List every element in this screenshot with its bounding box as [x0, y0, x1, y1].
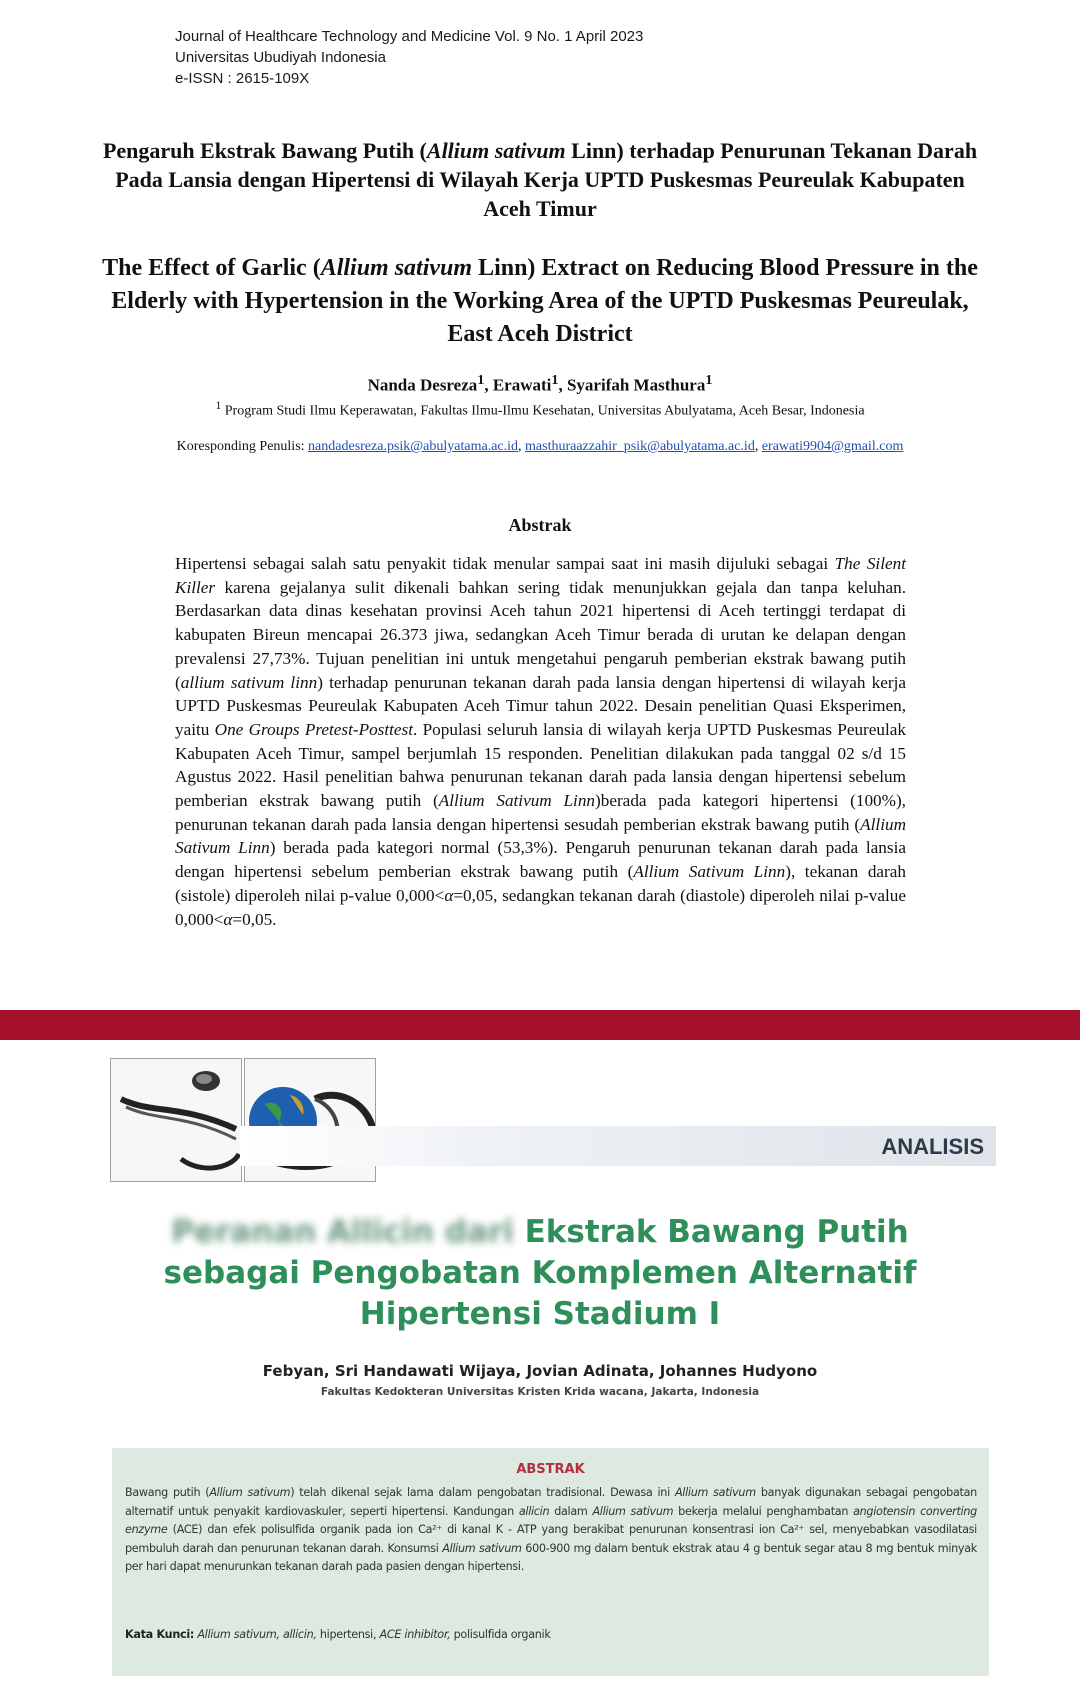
- journal-issn: e-ISSN : 2615-109X: [175, 70, 310, 87]
- page-divider: [0, 1010, 1080, 1040]
- author-list: Febyan, Sri Handawati Wijaya, Jovian Adinata, Johannes Hudyono: [262, 1362, 818, 1380]
- author-name: Erawati: [492, 375, 552, 395]
- email-link[interactable]: erawati9904@gmail.com: [761, 439, 904, 454]
- paper-title-indonesian: Pengaruh Ekstrak Bawang Putih (Allium sativum Linn) terhadap Penurunan Tekanan Darah Pada Lansia dengan Hipertensi di Wilayah Kerja UPTD Puskesmas Peureulak Kabupaten Aceh Timur: [102, 138, 978, 221]
- paper-title-english: The Effect of Garlic (Allium sativum Linn) Extract on Reducing Blood Pressure in the Elderly with Hypertension in the Working Area of the UPTD Puskesmas Peureulak, East Aceh District: [102, 255, 978, 347]
- section-banner: [240, 1126, 996, 1166]
- stethoscope-image: [110, 1058, 242, 1182]
- abstract-body: Bawang putih (Allium sativum) telah dikenal sejak lama dalam pengobatan tradisional. Dewasa ini Allium sativum banyak digunakan sebagai pengobatan alternatif untuk penyakit kardiovaskuler, seperti hipertensi. Kandungan allicin dalam Allium sativum bekerja melalui penghambatan angiotensin converting enzyme (ACE) dan efek polisulfida organik pada ion Ca²⁺ di kanal K - ATP yang berakibat penurunan konsentrasi ion Ca²⁺ sel, menyebabkan vasodilatasi pembuluh darah dan penurunan tekanan darah. Konsumsi Allium sativum 600-900 mg dalam bentuk ekstrak atau 4 g bentuk segar atau 8 mg bentuk minyak per hari dapat menurunkan tekanan darah pada pasien dengan hipertensi.: [125, 1486, 977, 1573]
- email-link[interactable]: nandadesreza.psik@abulyatama.ac.id: [308, 439, 519, 454]
- author-name: Syarifah Masthura: [566, 375, 706, 395]
- email-link[interactable]: masthuraazzahir_psik@abulyatama.ac.id: [525, 439, 755, 454]
- paper-page-2: [0, 1040, 1080, 1700]
- section-label: ANALISIS: [881, 1134, 984, 1159]
- journal-name: Journal of Healthcare Technology and Medicine Vol. 9 No. 1 April 2023: [175, 28, 644, 45]
- blurred-title-text: Peranan Allicin dari: [171, 1214, 514, 1250]
- author-name: Nanda Desreza: [367, 375, 478, 395]
- journal-header: [175, 26, 643, 89]
- author-list: Nanda Desreza$^1$, Erawati$^1$, Syarifah Masthura$^1$: [367, 372, 713, 395]
- abstract-heading: ABSTRAK: [516, 1462, 585, 1477]
- corresponding-author: Koresponding Penulis: nandadesreza.psik@abulyatama.ac.id, masthuraazzahir_psik@abulyatama.ac.id, erawati9904@gmail.com: [176, 439, 904, 454]
- journal-university: Universitas Ubudiyah Indonesia: [175, 49, 386, 66]
- author-affiliation: $^1$ Program Studi Ilmu Keperawatan, Fakultas Ilmu-Ilmu Kesehatan, Universitas Abulyatama, Aceh Besar, Indonesia: [215, 399, 865, 419]
- abstract-box: [112, 1448, 989, 1676]
- author-affiliation: Fakultas Kedokteran Universitas Kristen Krida wacana, Jakarta, Indonesia: [320, 1386, 760, 1398]
- keywords-label: Kata Kunci:: [125, 1628, 195, 1641]
- abstract-body: Hipertensi sebagai salah satu penyakit tidak menular sampai saat ini masih dijuluki sebagai The Silent Killer karena gejalanya sulit dikenali bahkan sering tidak menunjukkan gejala dan tanpa keluhan. Berdasarkan data dinas kesehatan provinsi Aceh tahun 2021 hipertensi di Aceh tertinggi terdapat di kabupaten Bireun mencapai 26.373 jiwa, sedangkan Aceh Timur berada di urutan ke delapan dengan prevalensi 27,73%. Tujuan penelitian ini untuk mengetahui pengaruh pemberian ekstrak bawang putih (allium sativum linn) terhadap penurunan tekanan darah pada lansia dengan hipertensi di wilayah kerja UPTD Puskesmas Peureulak Kabupaten Aceh Timur tahun 2022. Desain penelitian Quasi Eksperimen, yaitu One Groups Pretest-Posttest. Populasi seluruh lansia di wilayah kerja UPTD Puskesmas Peureulak Kabupaten Aceh Timur, sampel berjumlah 15 responden. Penelitian dilakukan pada tanggal 02 s/d 15 Agustus 2022. Hasil penelitian bahwa penurunan tekanan darah pada lansia dengan hipertensi sebelum pemberian ekstrak bawang putih (Allium Sativum Linn)berada pada kategori hipertensi (100%), penurunan tekanan darah pada lansia dengan hipertensi sesudah pemberian ekstrak bawang putih (Allium Sativum Linn) berada pada kategori normal (53,3%). Pengaruh penurunan tekanan darah pada lansia dengan hipertensi sebelum pemberian ekstrak bawang putih (Allium Sativum Linn), tekanan darah (sistole) diperoleh nilai p-value 0,000<α=0,05, sedangkan tekanan darah (diastole) diperoleh nilai p-value 0,000<α=0,05.: [175, 554, 907, 929]
- stethoscope-icon: [111, 1059, 241, 1181]
- abstract-heading: Abstrak: [508, 515, 572, 535]
- paper-title: Peranan Allicin dari Ekstrak Bawang Putih sebagai Pengobatan Komplemen Alternatif Hipertensi Stadium I: [163, 1214, 917, 1332]
- keywords: Kata Kunci: Allium sativum, allicin, hipertensi, ACE inhibitor, polisulfida organik: [125, 1628, 551, 1641]
